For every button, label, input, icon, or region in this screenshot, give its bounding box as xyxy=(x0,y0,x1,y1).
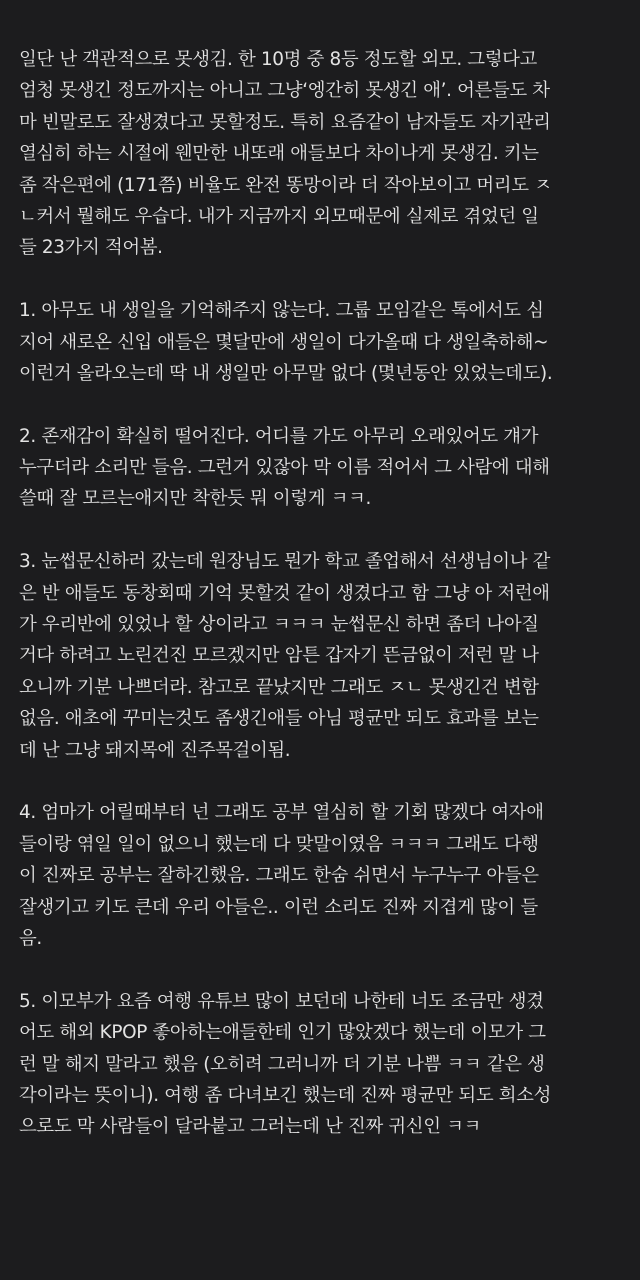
text-line: 각이라는 뜻이니). 여행 좀 다녀보긴 했는데 진짜 평균만 되도 희소성 xyxy=(19,1084,551,1106)
text-line: 들 23가지 적어봄. xyxy=(19,237,163,259)
text-line: ㄴ커서 뭘해도 우습다. 내가 지금까지 외모때문에 실제로 겪었던 일 xyxy=(19,205,539,227)
text-line: 잘생기고 키도 큰데 우리 아들은.. 이런 소리도 진짜 지겹게 많이 들 xyxy=(19,896,538,918)
text-line: 이런거 올라오는데 딱 내 생일만 아무말 없다 (몇년동안 있었는데도). xyxy=(19,362,553,384)
text-line: 음. xyxy=(19,927,42,949)
text-line: 가 우리반에 있었나 할 상이라고 ㅋㅋㅋ 눈썹문신 하면 좀더 나아질 xyxy=(19,614,539,636)
text-line: 데 난 그냥 돼지목에 진주목걸이됨. xyxy=(19,739,291,761)
text-line: 4. 엄마가 어릴때부터 넌 그래도 공부 열심히 할 기회 많겠다 여자애 xyxy=(19,802,544,824)
text-line: 엄청 못생긴 정도까지는 아니고 그냥‘엥간히 못생긴 애’. 어른들도 차 xyxy=(19,80,550,102)
text-line: 들이랑 엮일 일이 없으니 했는데 다 맞말이였음 ㅋㅋㅋ 그래도 다행 xyxy=(19,833,539,855)
text-line: 좀 작은편에 (171쯤) 비율도 완전 똥망이라 더 작아보이고 머리도 ㅈ xyxy=(19,174,552,196)
text-line: 일단 난 객관적으로 못생김. 한 10명 중 8등 정도할 외모. 그렇다고 xyxy=(19,49,537,70)
text-line: 없음. 애초에 꾸미는것도 좀생긴애들 아님 평균만 되도 효과를 보는 xyxy=(19,708,539,730)
intro-paragraph xyxy=(19,44,621,264)
text-line: 쓸때 잘 모르는애지만 착한듯 뭐 이렇게 ㅋㅋ. xyxy=(19,488,371,510)
text-line: 오니까 기분 나쁘더라. 참고로 끝났지만 그래도 ㅈㄴ 못생긴건 변함 xyxy=(19,676,539,698)
text-line: 으로도 막 사람들이 달라붙고 그러는데 난 진짜 귀신인 ㅋㅋ xyxy=(19,1116,481,1138)
text-line: 지어 새로온 신입 애들은 몇달만에 생일이 다가올때 다 생일축하해~ xyxy=(19,331,549,353)
text-line: 거다 하려고 노린건진 모르겠지만 암튼 갑자기 뜬금없이 저런 말 나 xyxy=(19,645,539,667)
item-4-paragraph xyxy=(19,797,621,954)
item-5-paragraph xyxy=(19,986,621,1143)
text-line: 2. 존재감이 확실히 떨어진다. 어디를 가도 아무리 오래있어도 걔가 xyxy=(19,425,539,447)
text-line: 마 빈말로도 잘생겼다고 못할정도. 특히 요즘같이 남자들도 자기관리 xyxy=(19,111,551,133)
text-line: 1. 아무도 내 생일을 기억해주지 않는다. 그룹 모임같은 톡에서도 심 xyxy=(19,300,544,322)
text-line: 런 말 해지 말라고 했음 (오히려 그러니까 더 기분 나쁨 ㅋㅋ 같은 생 xyxy=(19,1053,545,1075)
text-line: 어도 해외 KPOP 좋아하는애들한테 인기 많았겠다 했는데 이모가 그 xyxy=(19,1022,546,1044)
text-line: 열심히 하는 시절에 웬만한 내또래 애들보다 차이나게 못생김. 키는 xyxy=(19,143,539,165)
paragraph-gap xyxy=(19,766,621,797)
post-body xyxy=(19,44,621,1143)
text-line: 은 반 애들도 동창회때 기억 못할것 같이 생겼다고 함 그냥 아 저런애 xyxy=(19,582,550,604)
paragraph-gap xyxy=(19,264,621,295)
paragraph-gap xyxy=(19,389,621,420)
paragraph-gap xyxy=(19,954,621,985)
item-2-paragraph xyxy=(19,421,621,515)
text-line: 3. 눈썹문신하러 갔는데 원장님도 뭔가 학교 졸업해서 선생님이나 같 xyxy=(19,551,551,573)
paragraph-gap xyxy=(19,515,621,546)
item-3-paragraph xyxy=(19,546,621,766)
text-line: 누구더라 소리만 들음. 그런거 있잖아 막 이름 적어서 그 사람에 대해 xyxy=(19,457,550,479)
text-line: 이 진짜로 공부는 잘하긴했음. 그래도 한숨 쉬면서 누구누구 아들은 xyxy=(19,865,539,887)
item-1-paragraph xyxy=(19,295,621,389)
text-line: 5. 이모부가 요즘 여행 유튜브 많이 보던데 나한테 너도 조금만 생겼 xyxy=(19,990,544,1012)
